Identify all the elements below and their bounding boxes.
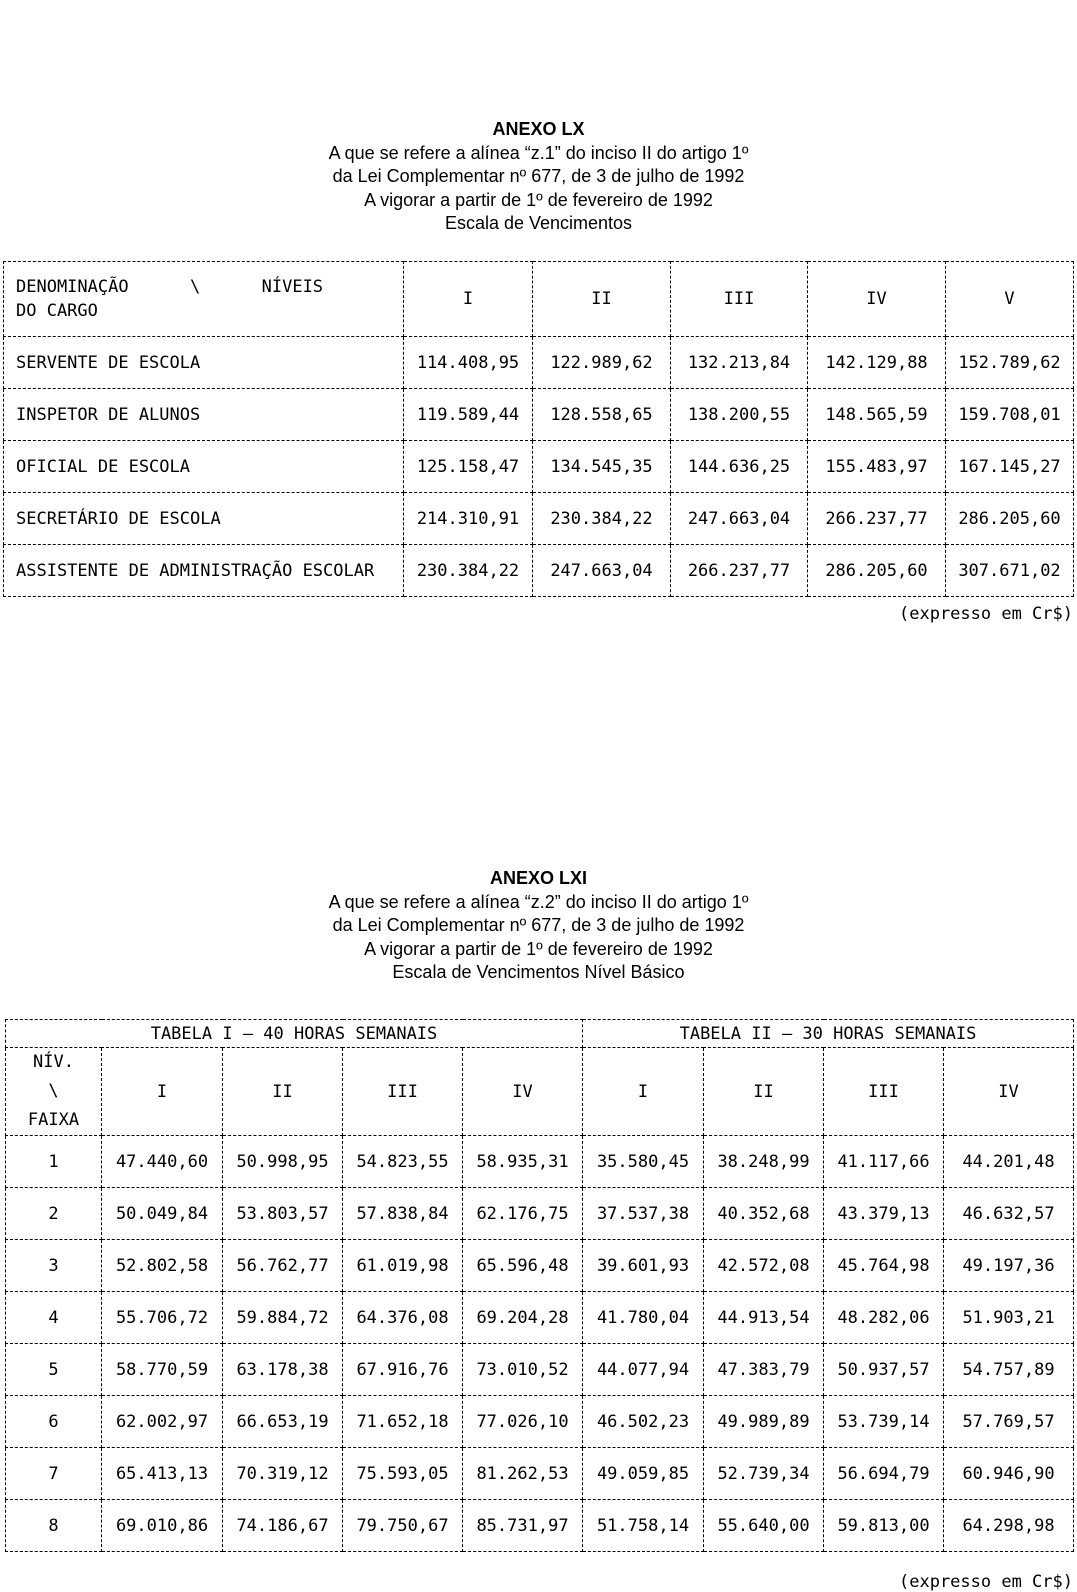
salary-value: 41.117,66	[824, 1136, 944, 1188]
anexo-lx-subtitle-line-1: A que se refere a alínea “z.1” do inciso II do artigo 1º	[328, 142, 749, 163]
level-header: II	[533, 262, 671, 337]
faixa-number: 5	[6, 1344, 102, 1396]
salary-value: 50.998,95	[223, 1136, 343, 1188]
table-row	[6, 1136, 1074, 1188]
salary-value: 35.580,45	[583, 1136, 704, 1188]
salary-value: 70.319,12	[223, 1448, 343, 1500]
salary-value: 46.632,57	[944, 1188, 1074, 1240]
anexo-lx-currency-note: (expresso em Cr$)	[899, 604, 1073, 624]
level-header: II	[704, 1048, 824, 1136]
anexo-lx-header-row	[4, 262, 1074, 337]
level-header: I	[404, 262, 533, 337]
salary-value: 132.213,84	[671, 337, 808, 389]
salary-value: 144.636,25	[671, 441, 808, 493]
salary-value: 55.706,72	[102, 1292, 223, 1344]
salary-value: 66.653,19	[223, 1396, 343, 1448]
level-header: III	[343, 1048, 463, 1136]
niv-label: NÍV.	[33, 1052, 74, 1072]
faixa-label: FAIXA	[27, 1110, 80, 1130]
salary-value: 59.884,72	[223, 1292, 343, 1344]
anexo-lxi-level-header-row	[6, 1048, 1074, 1136]
anexo-lx-subtitle-line-3: A vigorar a partir de 1º de fevereiro de 1992	[364, 189, 713, 210]
salary-value: 49.197,36	[944, 1240, 1074, 1292]
denominacao-header	[4, 262, 404, 337]
salary-value: 44.201,48	[944, 1136, 1074, 1188]
anexo-lxi-subtitle-line-3: A vigorar a partir de 1º de fevereiro de 1992	[364, 938, 713, 959]
table-row	[6, 1396, 1074, 1448]
table-row	[6, 1292, 1074, 1344]
level-header: V	[946, 262, 1074, 337]
table-row	[6, 1188, 1074, 1240]
salary-value: 64.298,98	[944, 1500, 1074, 1552]
salary-value: 50.937,57	[824, 1344, 944, 1396]
salary-value: 45.764,98	[824, 1240, 944, 1292]
salary-value: 155.483,97	[808, 441, 946, 493]
table-row	[6, 1448, 1074, 1500]
salary-value: 62.176,75	[463, 1188, 583, 1240]
level-header: I	[583, 1048, 704, 1136]
tabela-ii-header: TABELA II – 30 HORAS SEMANAIS	[583, 1020, 1074, 1048]
salary-value: 52.802,58	[102, 1240, 223, 1292]
table-row	[6, 1344, 1074, 1396]
level-header: I	[102, 1048, 223, 1136]
salary-value: 71.652,18	[343, 1396, 463, 1448]
salary-value: 41.780,04	[583, 1292, 704, 1344]
salary-value: 73.010,52	[463, 1344, 583, 1396]
salary-value: 60.946,90	[944, 1448, 1074, 1500]
salary-value: 307.671,02	[946, 545, 1074, 597]
salary-value: 138.200,55	[671, 389, 808, 441]
salary-value: 50.049,84	[102, 1188, 223, 1240]
salary-value: 128.558,65	[533, 389, 671, 441]
salary-value: 47.440,60	[102, 1136, 223, 1188]
table-row	[6, 1500, 1074, 1552]
salary-value: 77.026,10	[463, 1396, 583, 1448]
salary-value: 122.989,62	[533, 337, 671, 389]
cargo-name: INSPETOR DE ALUNOS	[4, 389, 404, 441]
salary-value: 266.237,77	[671, 545, 808, 597]
salary-value: 37.537,38	[583, 1188, 704, 1240]
salary-value: 65.596,48	[463, 1240, 583, 1292]
salary-value: 54.823,55	[343, 1136, 463, 1188]
table-row	[6, 1240, 1074, 1292]
salary-value: 75.593,05	[343, 1448, 463, 1500]
salary-value: 67.916,76	[343, 1344, 463, 1396]
salary-value: 44.077,94	[583, 1344, 704, 1396]
anexo-lx-heading	[0, 118, 1077, 236]
cargo-name: ASSISTENTE DE ADMINISTRAÇÃO ESCOLAR	[4, 545, 404, 597]
salary-value: 49.989,89	[704, 1396, 824, 1448]
cargo-name: OFICIAL DE ESCOLA	[4, 441, 404, 493]
level-header: IV	[808, 262, 946, 337]
table-row	[4, 389, 1074, 441]
salary-value: 247.663,04	[671, 493, 808, 545]
salary-value: 56.694,79	[824, 1448, 944, 1500]
salary-value: 69.010,86	[102, 1500, 223, 1552]
salary-value: 286.205,60	[808, 545, 946, 597]
salary-value: 39.601,93	[583, 1240, 704, 1292]
salary-value: 38.248,99	[704, 1136, 824, 1188]
anexo-lxi-title: ANEXO LXI	[489, 868, 587, 888]
salary-value: 55.640,00	[704, 1500, 824, 1552]
salary-value: 51.758,14	[583, 1500, 704, 1552]
salary-value: 53.739,14	[824, 1396, 944, 1448]
salary-value: 46.502,23	[583, 1396, 704, 1448]
faixa-number: 2	[6, 1188, 102, 1240]
salary-value: 54.757,89	[944, 1344, 1074, 1396]
salary-value: 52.739,34	[704, 1448, 824, 1500]
salary-value: 247.663,04	[533, 545, 671, 597]
salary-value: 69.204,28	[463, 1292, 583, 1344]
anexo-lxi-table	[5, 1019, 1074, 1552]
salary-value: 61.019,98	[343, 1240, 463, 1292]
anexo-lx-table	[3, 261, 1074, 597]
salary-value: 57.769,57	[944, 1396, 1074, 1448]
salary-value: 119.589,44	[404, 389, 533, 441]
salary-value: 64.376,08	[343, 1292, 463, 1344]
salary-value: 266.237,77	[808, 493, 946, 545]
salary-value: 167.145,27	[946, 441, 1074, 493]
salary-value: 85.731,97	[463, 1500, 583, 1552]
level-header: III	[824, 1048, 944, 1136]
anexo-lxi-subtitle-line-1: A que se refere a alínea “z.2” do inciso II do artigo 1º	[328, 891, 749, 912]
tabela-i-header: TABELA I – 40 HORAS SEMANAIS	[6, 1020, 583, 1048]
anexo-lxi-currency-note: (expresso em Cr$)	[899, 1572, 1073, 1592]
salary-value: 142.129,88	[808, 337, 946, 389]
level-header: IV	[463, 1048, 583, 1136]
salary-value: 58.770,59	[102, 1344, 223, 1396]
level-header: III	[671, 262, 808, 337]
level-header: IV	[944, 1048, 1074, 1136]
faixa-number: 4	[6, 1292, 102, 1344]
salary-value: 114.408,95	[404, 337, 533, 389]
salary-value: 56.762,77	[223, 1240, 343, 1292]
niv-separator: \	[48, 1081, 59, 1101]
salary-value: 49.059,85	[583, 1448, 704, 1500]
anexo-lx-subtitle-line-4: Escala de Vencimentos	[444, 213, 633, 233]
salary-value: 152.789,62	[946, 337, 1074, 389]
faixa-number: 3	[6, 1240, 102, 1292]
salary-value: 57.838,84	[343, 1188, 463, 1240]
salary-value: 59.813,00	[824, 1500, 944, 1552]
level-header: II	[223, 1048, 343, 1136]
anexo-lxi-group-header-row	[6, 1020, 1074, 1048]
faixa-number: 7	[6, 1448, 102, 1500]
salary-value: 53.803,57	[223, 1188, 343, 1240]
anexo-lxi-subtitle-line-4: Escala de Vencimentos Nível Básico	[392, 962, 685, 982]
anexo-lx-subtitle-line-2: da Lei Complementar nº 677, de 3 de julho de 1992	[332, 166, 745, 186]
salary-value: 65.413,13	[102, 1448, 223, 1500]
anexo-lxi-subtitle-line-2: da Lei Complementar nº 677, de 3 de julho de 1992	[332, 915, 745, 935]
table-row	[4, 545, 1074, 597]
salary-value: 81.262,53	[463, 1448, 583, 1500]
cargo-name: SERVENTE DE ESCOLA	[4, 337, 404, 389]
faixa-number: 6	[6, 1396, 102, 1448]
salary-value: 230.384,22	[533, 493, 671, 545]
salary-value: 79.750,67	[343, 1500, 463, 1552]
salary-value: 63.178,38	[223, 1344, 343, 1396]
niv-faixa-header	[6, 1048, 102, 1136]
salary-value: 48.282,06	[824, 1292, 944, 1344]
salary-value: 286.205,60	[946, 493, 1074, 545]
salary-value: 230.384,22	[404, 545, 533, 597]
salary-value: 42.572,08	[704, 1240, 824, 1292]
salary-value: 40.352,68	[704, 1188, 824, 1240]
salary-value: 134.545,35	[533, 441, 671, 493]
salary-value: 74.186,67	[223, 1500, 343, 1552]
table-row	[4, 441, 1074, 493]
salary-value: 62.002,97	[102, 1396, 223, 1448]
salary-value: 43.379,13	[824, 1188, 944, 1240]
table-row	[4, 337, 1074, 389]
salary-value: 125.158,47	[404, 441, 533, 493]
faixa-number: 1	[6, 1136, 102, 1188]
salary-value: 51.903,21	[944, 1292, 1074, 1344]
anexo-lx-title: ANEXO LX	[492, 119, 585, 139]
cargo-name: SECRETÁRIO DE ESCOLA	[4, 493, 404, 545]
faixa-number: 8	[6, 1500, 102, 1552]
salary-value: 148.565,59	[808, 389, 946, 441]
salary-value: 58.935,31	[463, 1136, 583, 1188]
table-row	[4, 493, 1074, 545]
salary-value: 214.310,91	[404, 493, 533, 545]
denominacao-niveis-label: DENOMINAÇÃO \ NÍVEIS	[16, 277, 324, 297]
salary-value: 47.383,79	[704, 1344, 824, 1396]
anexo-lxi-heading	[0, 867, 1077, 985]
salary-value: 44.913,54	[704, 1292, 824, 1344]
salary-value: 159.708,01	[946, 389, 1074, 441]
do-cargo-label: DO CARGO	[16, 301, 98, 321]
